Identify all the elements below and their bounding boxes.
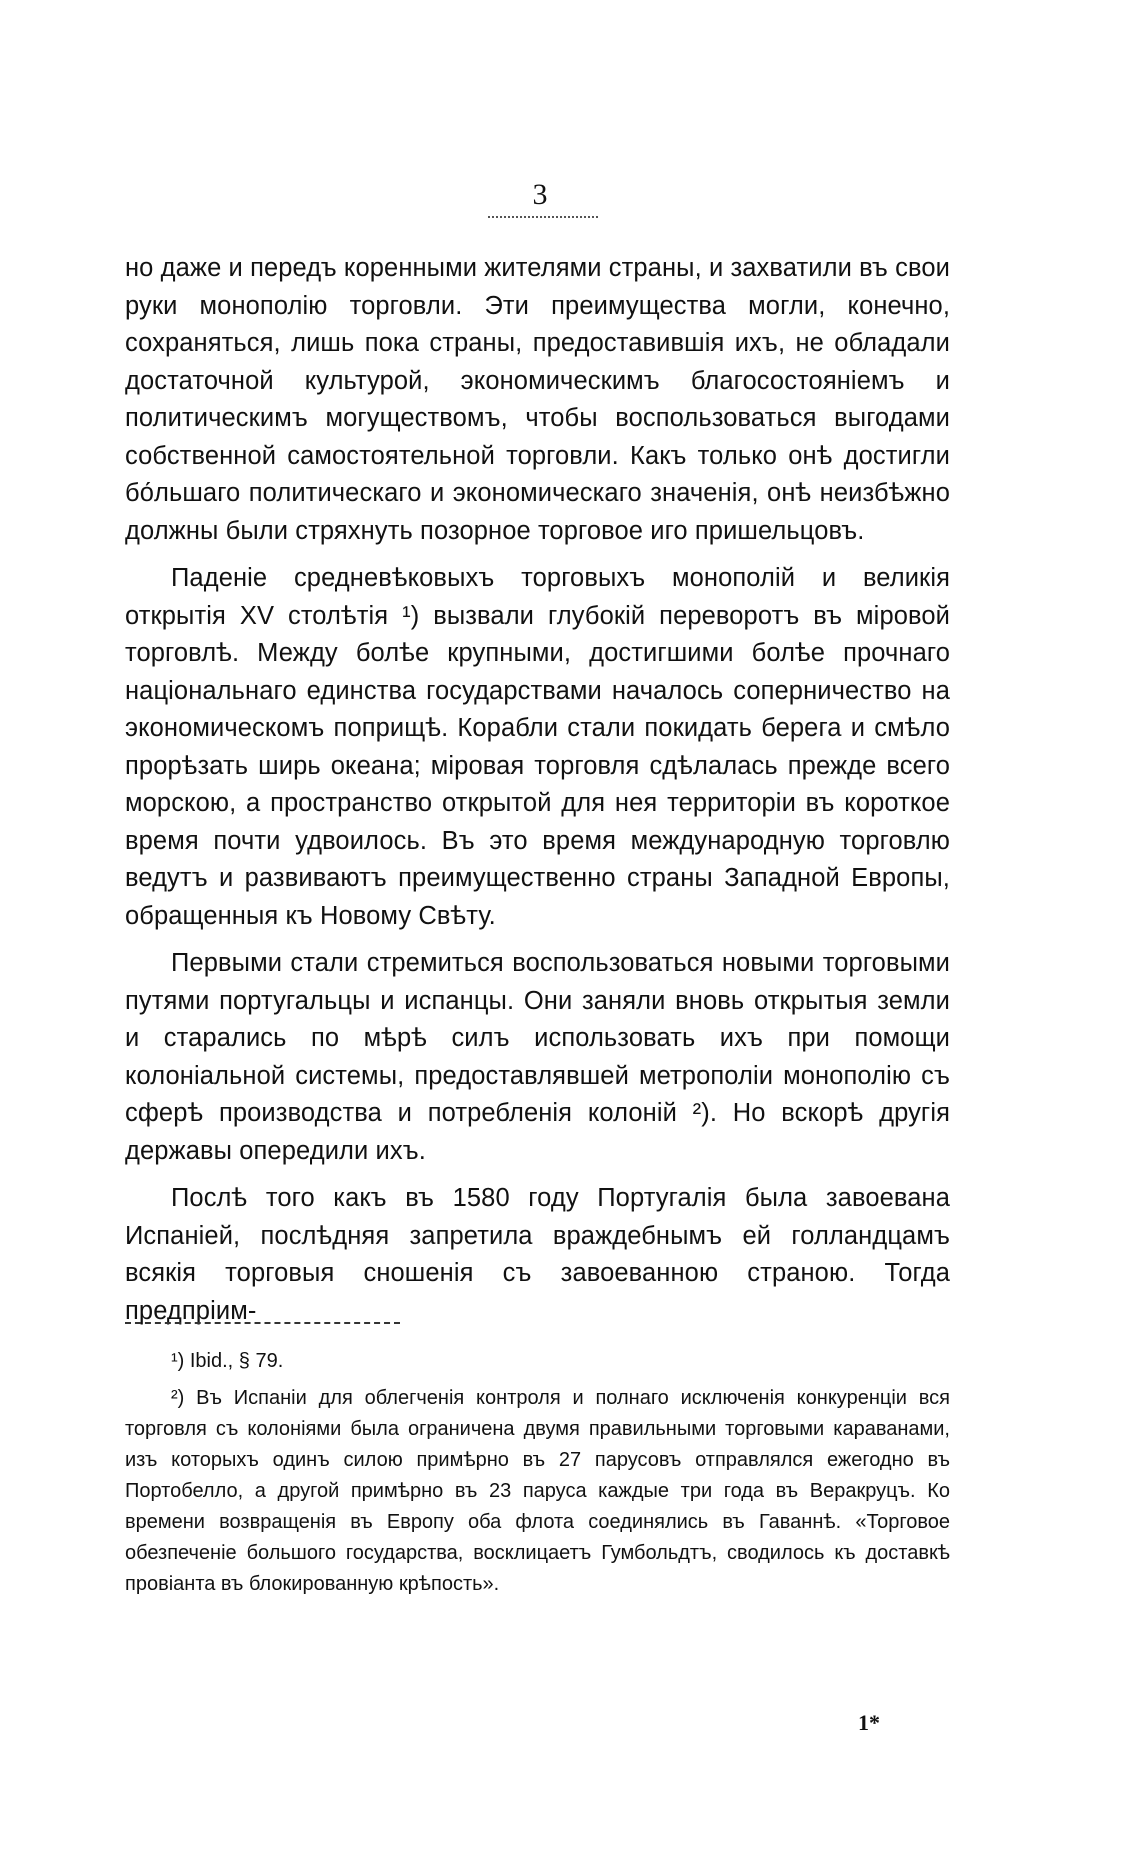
signature-mark: 1* xyxy=(858,1710,880,1735)
footnotes xyxy=(125,1346,950,1600)
page-number: 3 xyxy=(532,178,548,211)
footnote-1: ¹) Ibid., § 79. xyxy=(171,1350,284,1372)
paragraph-continued: но даже и передъ коренными жителями страны, и захватили въ свои руки монополію торговли. Эти преимущества могли, конечно, сохраняться, лишь пока страны, предоставившія ихъ, не обладали достаточной культурой, экономическимъ благосостояніемъ и политическимъ могуществомъ, чтобы воспользоваться выгодами собственной самостоятельной торговли. Какъ только онѣ достигли бо́льшаго политическаго и экономическаго значенія, онѣ неизбѣжно должны были стряхнуть позорное торговое иго пришельцовъ. xyxy=(125,254,950,545)
footnote-2: ²) Въ Испаніи для облегченія контроля и полнаго исключенія конкуренціи вся торговля съ колоніями была ограничена двумя правильными торговыми караванами, изъ которыхъ одинъ силою примѣрно въ 27 парусовъ отправлялся ежегодно въ Портобелло, а другой примѣрно въ 23 паруса каждые три года въ Веракруцъ. Ко времени возвращенія въ Европу оба флота соединялись въ Гаваннѣ. «Торговое обезпеченіе большого государства, восклицаетъ Гумбольдтъ, сводилось къ доставкѣ провіанта въ блокированную крѣпость». xyxy=(125,1387,950,1595)
paragraph: Послѣ того какъ въ 1580 году Португалія была завоевана Испаніей, послѣдняя запретила враждебнымъ ей голландцамъ всякія торговыя сношенія съ завоеванною страною. Тогда предпріим- xyxy=(125,1184,950,1325)
paragraph: Паденіе средневѣковыхъ торговыхъ монополій и великія открытія XV столѣтія ¹) вызвали глубокій переворотъ въ міровой торговлѣ. Между болѣе крупными, достигшими болѣе прочнаго національнаго единства государствами началось соперничество на экономическомъ поприщѣ. Корабли стали покидать берега и смѣло прорѣзать ширь океана; міровая торговля сдѣлалась прежде всего морскою, а пространство открытой для нея территоріи въ короткое время почти удвоилось. Въ это время международную торговлю ведутъ и развиваютъ преимущественно страны Западной Европы, обращенныя къ Новому Свѣту. xyxy=(125,564,950,930)
footnote-separator xyxy=(125,1322,400,1324)
header-rule xyxy=(488,216,598,218)
paragraph: Первыми стали стремиться воспользоваться новыми торговыми путями португальцы и испанцы. Они заняли вновь открытыя земли и старались по мѣрѣ силъ использовать ихъ при помощи колоніальной системы, предоставлявшей метрополіи монополію съ сферѣ производства и потребленія колоній ²). Но вскорѣ другія державы опередили ихъ. xyxy=(125,949,950,1165)
body-text xyxy=(125,250,950,1340)
